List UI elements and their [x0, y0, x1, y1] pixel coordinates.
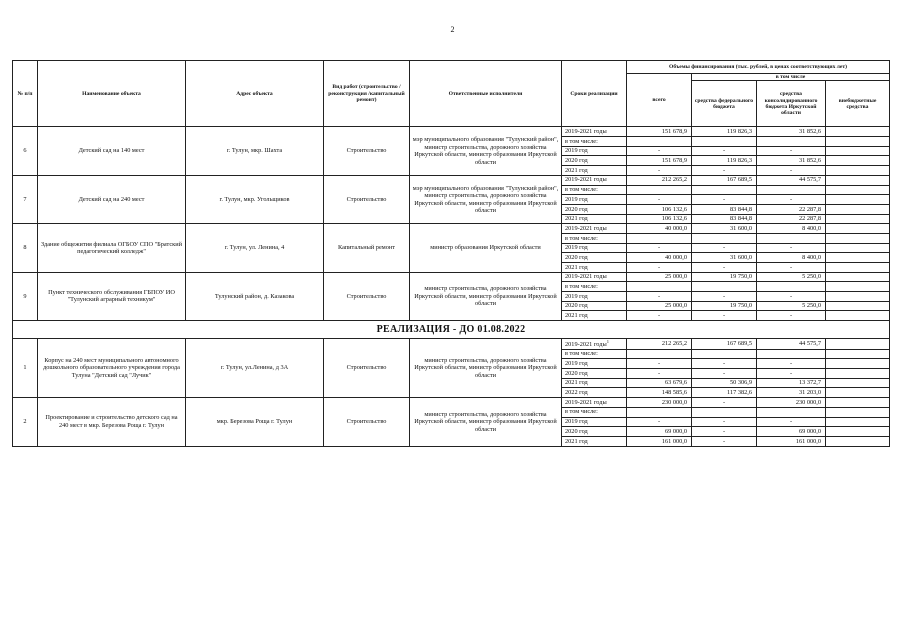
table-row [13, 398, 890, 408]
extra-amount [826, 427, 890, 437]
regional-amount [757, 185, 826, 195]
table-row [13, 175, 890, 185]
extra-amount [826, 417, 890, 427]
regional-amount: 31 852,6 [757, 156, 826, 166]
regional-amount: - [757, 263, 826, 273]
period-label: 2021 год [565, 379, 588, 387]
period-label: в том числе: [565, 186, 598, 194]
extra-amount [826, 224, 890, 234]
extra-amount [826, 204, 890, 214]
regional-amount: 31 203,0 [757, 388, 826, 398]
total-amount: - [627, 263, 692, 273]
total-amount: - [627, 146, 692, 156]
federal-amount: - [692, 311, 757, 321]
total-amount [627, 407, 692, 417]
header-funding: Объемы финансирования (тыс. рублей, в ценах соответствующих лет) [627, 61, 890, 74]
period-label: 2020 год [565, 253, 588, 261]
period-label: в том числе: [565, 283, 598, 291]
period-label: 2021 год [565, 312, 588, 320]
total-amount: 151 678,9 [627, 156, 692, 166]
table-row [13, 224, 890, 234]
total-amount: 69 000,0 [627, 427, 692, 437]
extra-amount [826, 359, 890, 369]
header-name: Наименование объекта [38, 61, 186, 127]
responsible-persons: мэр муниципального образования "Тулунский район", министр строительства, дорожного хозяйства Иркутской области, министр образования Иркутской области [410, 175, 562, 223]
period-cell [562, 282, 627, 292]
total-amount [627, 282, 692, 292]
federal-amount: - [692, 292, 757, 302]
federal-amount: - [692, 398, 757, 408]
regional-amount: - [757, 369, 826, 379]
extra-amount [826, 185, 890, 195]
work-type: Строительство [324, 175, 410, 223]
responsible-persons: министр строительства, дорожного хозяйства Иркутской области, министр образования Иркутской области [410, 339, 562, 398]
federal-amount: - [692, 146, 757, 156]
header-responsible: Ответственные исполнители [410, 61, 562, 127]
federal-amount [692, 349, 757, 359]
period-label: 2019 год [565, 360, 588, 367]
period-label: 2019-2021 годы [565, 224, 607, 232]
header-timing: Сроки реализации [562, 61, 627, 127]
regional-amount: - [757, 417, 826, 427]
period-label: 2021 год [565, 166, 588, 174]
extra-amount [826, 292, 890, 302]
total-amount: 161 000,0 [627, 436, 692, 446]
federal-amount: - [692, 417, 757, 427]
work-type: Строительство [324, 398, 410, 446]
federal-amount [692, 407, 757, 417]
total-amount: 106 132,6 [627, 214, 692, 224]
period-cell [562, 156, 627, 166]
federal-amount: 83 844,8 [692, 204, 757, 214]
regional-amount: - [757, 195, 826, 205]
regional-amount: 8 400,0 [757, 253, 826, 263]
federal-amount: - [692, 427, 757, 437]
regional-amount: 8 400,0 [757, 224, 826, 234]
object-name: Пункт технического обслуживания ГБПОУ ИО "Тулунский аграрный техникум" [38, 272, 186, 320]
regional-amount [757, 282, 826, 292]
object-address: г. Тулун, мкр. Шахта [186, 127, 324, 175]
regional-amount [757, 137, 826, 147]
extra-amount [826, 263, 890, 273]
total-amount [627, 349, 692, 359]
period-cell [562, 195, 627, 205]
federal-amount: - [692, 359, 757, 369]
page-number: 2 [450, 25, 455, 34]
extra-amount [826, 349, 890, 359]
period-cell [562, 339, 627, 350]
period-label: 2021 год [565, 215, 588, 223]
header-federal: средства федерального бюджета [692, 81, 757, 127]
total-amount: 25 000,0 [627, 301, 692, 311]
table-row [13, 339, 890, 350]
period-cell [562, 224, 627, 234]
header-work-type: Вид работ (строительство /реконструкция /капитальный ремонт) [324, 61, 410, 127]
total-amount: 40 000,0 [627, 224, 692, 234]
extra-amount [826, 195, 890, 205]
row-number: 2 [13, 398, 38, 446]
federal-amount: 31 600,0 [692, 253, 757, 263]
regional-amount: 230 000,0 [757, 398, 826, 408]
section-title: РЕАЛИЗАЦИЯ - ДО 01.08.2022 [13, 321, 890, 339]
total-amount: - [627, 166, 692, 176]
object-address: г. Тулун, мкр. Угольщиков [186, 175, 324, 223]
period-cell [562, 311, 627, 321]
object-address: г. Тулун, ул.Ленина, д 3А [186, 339, 324, 398]
header-regional: средства консолидированного бюджета Иркутской области [757, 81, 826, 127]
period-label: в том числе: [565, 137, 598, 145]
total-amount: 106 132,6 [627, 204, 692, 214]
period-cell [562, 166, 627, 176]
period-cell [562, 243, 627, 253]
period-label: 2020 год [565, 369, 588, 377]
total-amount: 212 265,2 [627, 339, 692, 350]
federal-amount: 117 382,6 [692, 388, 757, 398]
period-cell [562, 233, 627, 243]
total-amount: - [627, 195, 692, 205]
federal-amount: 119 826,3 [692, 127, 757, 137]
federal-amount: - [692, 369, 757, 379]
regional-amount: 5 250,0 [757, 301, 826, 311]
period-cell [562, 253, 627, 263]
regional-amount: - [757, 292, 826, 302]
period-cell [562, 349, 627, 359]
period-label: 2020 год [565, 157, 588, 165]
object-address: г. Тулун, ул. Ленина, 4 [186, 224, 324, 272]
period-label: 2019 год [565, 244, 588, 252]
table-row [13, 272, 890, 282]
federal-amount: 119 826,3 [692, 156, 757, 166]
total-amount: 230 000,0 [627, 398, 692, 408]
total-amount: - [627, 369, 692, 379]
row-number: 1 [13, 339, 38, 398]
work-type: Строительство [324, 339, 410, 398]
period-cell [562, 272, 627, 282]
work-type: Капитальный ремонт [324, 224, 410, 272]
object-name: Детский сад на 140 мест [38, 127, 186, 175]
regional-amount [757, 233, 826, 243]
period-cell [562, 185, 627, 195]
section-row [13, 321, 890, 339]
period-label: 2019 год [565, 418, 588, 426]
period-cell [562, 417, 627, 427]
total-amount [627, 233, 692, 243]
regional-amount: 5 250,0 [757, 272, 826, 282]
object-name: Корпус на 240 мест муниципального автономного дошкольного образовательного учреждения города Тулуна "Детский сад "Лучик" [38, 339, 186, 398]
regional-amount: 31 852,6 [757, 127, 826, 137]
period-label: 2019-2021 годы [565, 398, 607, 406]
period-cell [562, 388, 627, 398]
federal-amount: - [692, 436, 757, 446]
extra-amount [826, 407, 890, 417]
extra-amount [826, 233, 890, 243]
object-name: Здание общежития филиала ОГБОУ СПО "Братский педагогический колледж" [38, 224, 186, 272]
total-amount: - [627, 311, 692, 321]
federal-amount: 31 600,0 [692, 224, 757, 234]
period-label: 2020 год [565, 205, 588, 213]
row-number: 6 [13, 127, 38, 175]
federal-amount: - [692, 243, 757, 253]
extra-amount [826, 282, 890, 292]
federal-amount: - [692, 263, 757, 273]
extra-amount [826, 214, 890, 224]
federal-amount: 19 750,0 [692, 272, 757, 282]
total-amount: - [627, 292, 692, 302]
extra-amount [826, 369, 890, 379]
header-address: Адрес объекта [186, 61, 324, 127]
extra-amount [826, 339, 890, 350]
extra-amount [826, 175, 890, 185]
total-amount [627, 137, 692, 147]
table-body [13, 127, 890, 446]
header-total: всего [627, 74, 692, 127]
period-label: 2020 год [565, 427, 588, 435]
period-label: 2019 год [565, 292, 588, 300]
regional-amount: - [757, 166, 826, 176]
period-label: 2021 год [565, 437, 588, 445]
extra-amount [826, 378, 890, 388]
federal-amount [692, 233, 757, 243]
federal-amount: 167 689,5 [692, 175, 757, 185]
total-amount: 25 000,0 [627, 272, 692, 282]
extra-amount [826, 398, 890, 408]
extra-amount [826, 127, 890, 137]
extra-amount [826, 253, 890, 263]
period-cell [562, 137, 627, 147]
header-extra: внебюджетные средства [826, 81, 890, 127]
federal-amount: 19 750,0 [692, 301, 757, 311]
period-cell [562, 214, 627, 224]
extra-amount [826, 137, 890, 147]
period-label: в том числе: [565, 408, 598, 416]
total-amount: 151 678,9 [627, 127, 692, 137]
period-cell [562, 436, 627, 446]
extra-amount [826, 301, 890, 311]
federal-amount: 83 844,8 [692, 214, 757, 224]
work-type: Строительство [324, 272, 410, 320]
period-cell [562, 407, 627, 417]
extra-amount [826, 156, 890, 166]
regional-amount: 44 575,7 [757, 175, 826, 185]
extra-amount [826, 166, 890, 176]
header-including: в том числе [692, 74, 890, 81]
regional-amount: 22 287,8 [757, 204, 826, 214]
period-cell [562, 369, 627, 379]
period-label: в том числе: [565, 234, 598, 242]
extra-amount [826, 243, 890, 253]
period-label: 2021 год [565, 263, 588, 271]
period-cell [562, 263, 627, 273]
period-cell [562, 127, 627, 137]
object-address: Тулунский район, д. Казакова [186, 272, 324, 320]
row-number: 8 [13, 224, 38, 272]
responsible-persons: министр строительства, дорожного хозяйства Иркутской области, министр образования Иркутской области [410, 272, 562, 320]
period-cell [562, 398, 627, 408]
period-label: 2019 год [565, 195, 588, 203]
federal-amount: 50 306,9 [692, 378, 757, 388]
header-num: № п/п [13, 61, 38, 127]
row-number: 7 [13, 175, 38, 223]
regional-amount [757, 349, 826, 359]
responsible-persons: министр строительства, дорожного хозяйства Иркутской области, министр образования Иркутской области [410, 398, 562, 446]
total-amount: - [627, 359, 692, 369]
total-amount: 212 265,2 [627, 175, 692, 185]
extra-amount [826, 146, 890, 156]
object-address: мкр. Березова Роща г. Тулун [186, 398, 324, 446]
extra-amount [826, 272, 890, 282]
table-row [13, 127, 890, 137]
period-cell [562, 146, 627, 156]
federal-amount: - [692, 166, 757, 176]
regional-amount: - [757, 146, 826, 156]
object-name: Проектирование и строительство детского сад на 240 мест в мкр. Березова Роща г. Тулун [38, 398, 186, 446]
period-cell [562, 378, 627, 388]
work-type: Строительство [324, 127, 410, 175]
total-amount: 40 000,0 [627, 253, 692, 263]
period-label: 2020 год [565, 302, 588, 310]
federal-amount: 167 689,5 [692, 339, 757, 350]
extra-amount [826, 388, 890, 398]
federal-amount: - [692, 195, 757, 205]
table-header [13, 61, 890, 127]
federal-amount [692, 185, 757, 195]
period-cell [562, 175, 627, 185]
regional-amount: 13 372,7 [757, 378, 826, 388]
total-amount: 63 679,6 [627, 378, 692, 388]
period-label: 2019-2021 годы [565, 176, 607, 184]
regional-amount [757, 407, 826, 417]
period-label: 2019-2021 годы [565, 128, 607, 136]
regional-amount: 69 000,0 [757, 427, 826, 437]
period-cell [562, 359, 627, 369]
regional-amount: - [757, 243, 826, 253]
extra-amount [826, 436, 890, 446]
federal-amount [692, 282, 757, 292]
regional-amount: 161 000,0 [757, 436, 826, 446]
period-cell [562, 301, 627, 311]
period-cell [562, 204, 627, 214]
extra-amount [826, 311, 890, 321]
financing-table [12, 60, 890, 447]
federal-amount [692, 137, 757, 147]
object-name: Детский сад на 240 мест [38, 175, 186, 223]
responsible-persons: министр образования Иркутской области [410, 224, 562, 272]
total-amount: - [627, 417, 692, 427]
period-cell [562, 427, 627, 437]
regional-amount: 44 575,7 [757, 339, 826, 350]
period-label: 2019-2021 годы [565, 273, 607, 281]
period-label: в том числе: [565, 350, 598, 358]
regional-amount: - [757, 311, 826, 321]
responsible-persons: мэр муниципального образования "Тулунский район", министр строительства, дорожного хозяйства Иркутской области, министр образования Иркутской области [410, 127, 562, 175]
regional-amount: 22 287,8 [757, 214, 826, 224]
total-amount: 148 585,6 [627, 388, 692, 398]
total-amount [627, 185, 692, 195]
period-label: 2019-2021 годы [565, 341, 607, 349]
footnote-mark: 1 [606, 339, 609, 345]
regional-amount: - [757, 359, 826, 369]
total-amount: - [627, 243, 692, 253]
period-label: 2022 год [565, 389, 588, 397]
row-number: 9 [13, 272, 38, 320]
period-cell [562, 292, 627, 302]
period-label: 2019 год [565, 147, 588, 155]
